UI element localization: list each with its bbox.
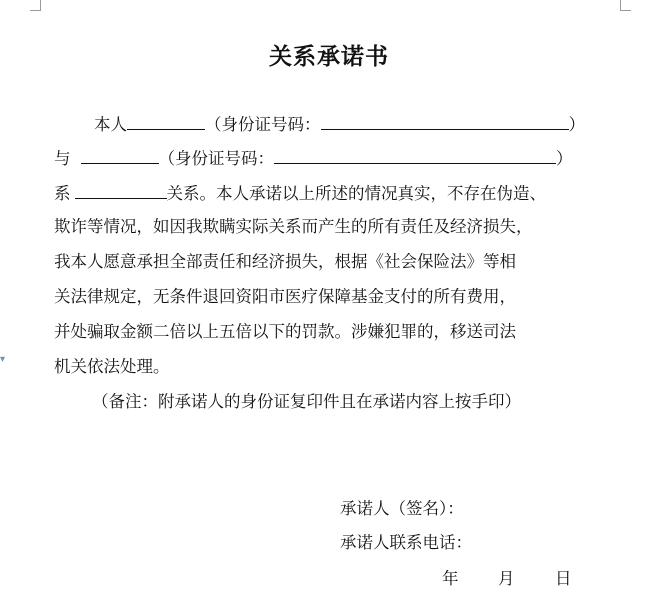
body-line-5: 机关依法处理。 bbox=[54, 357, 170, 376]
line-relationship bbox=[54, 181, 546, 205]
self-id-blank[interactable] bbox=[321, 112, 569, 130]
self-label: 本人 bbox=[94, 115, 127, 134]
phone-label: 承诺人联系电话： bbox=[340, 533, 472, 552]
date-year: 年 bbox=[442, 569, 459, 588]
paragraph-anchor-icon: ▾ bbox=[0, 354, 6, 365]
relative-name-blank[interactable] bbox=[81, 146, 159, 164]
line-relative bbox=[54, 146, 573, 170]
relationship-statement: 关系。本人承诺以上所述的情况真实，不存在伪造、 bbox=[166, 184, 546, 203]
signature-label: 承诺人（签名）： bbox=[340, 499, 464, 518]
note-text: （备注：附承诺人的身份证复印件且在承诺内容上按手印） bbox=[92, 392, 521, 411]
document-title: 关系承诺书 bbox=[269, 44, 389, 70]
relative-id-blank[interactable] bbox=[274, 146, 556, 164]
date-month: 月 bbox=[498, 569, 515, 588]
relative-id-label: （身份证号码： bbox=[158, 149, 274, 168]
page-corner-mark-left bbox=[30, 0, 41, 11]
body-line-4: 并处骗取金额二倍以上五倍以下的罚款。涉嫌犯罪的，移送司法 bbox=[54, 322, 516, 341]
body-line-3: 关法律规定，无条件退回资阳市医疗保障基金支付的所有费用， bbox=[54, 287, 516, 306]
self-id-label: （身份证号码： bbox=[205, 115, 321, 134]
self-id-close: ） bbox=[568, 115, 585, 134]
page-corner-mark-right bbox=[620, 0, 631, 11]
relationship-label: 系 bbox=[54, 184, 71, 203]
body-line-1: 欺诈等情况，如因我欺瞒实际关系而产生的所有责任及经济损失， bbox=[54, 217, 533, 236]
relative-id-close: ） bbox=[556, 149, 573, 168]
line-self bbox=[94, 112, 585, 136]
self-name-blank[interactable] bbox=[127, 112, 205, 130]
date-day: 日 bbox=[555, 569, 572, 588]
relationship-blank[interactable] bbox=[75, 181, 167, 199]
body-line-2: 我本人愿意承担全部责任和经济损失，根据《社会保险法》等相 bbox=[54, 252, 516, 271]
relative-label: 与 bbox=[54, 149, 71, 168]
